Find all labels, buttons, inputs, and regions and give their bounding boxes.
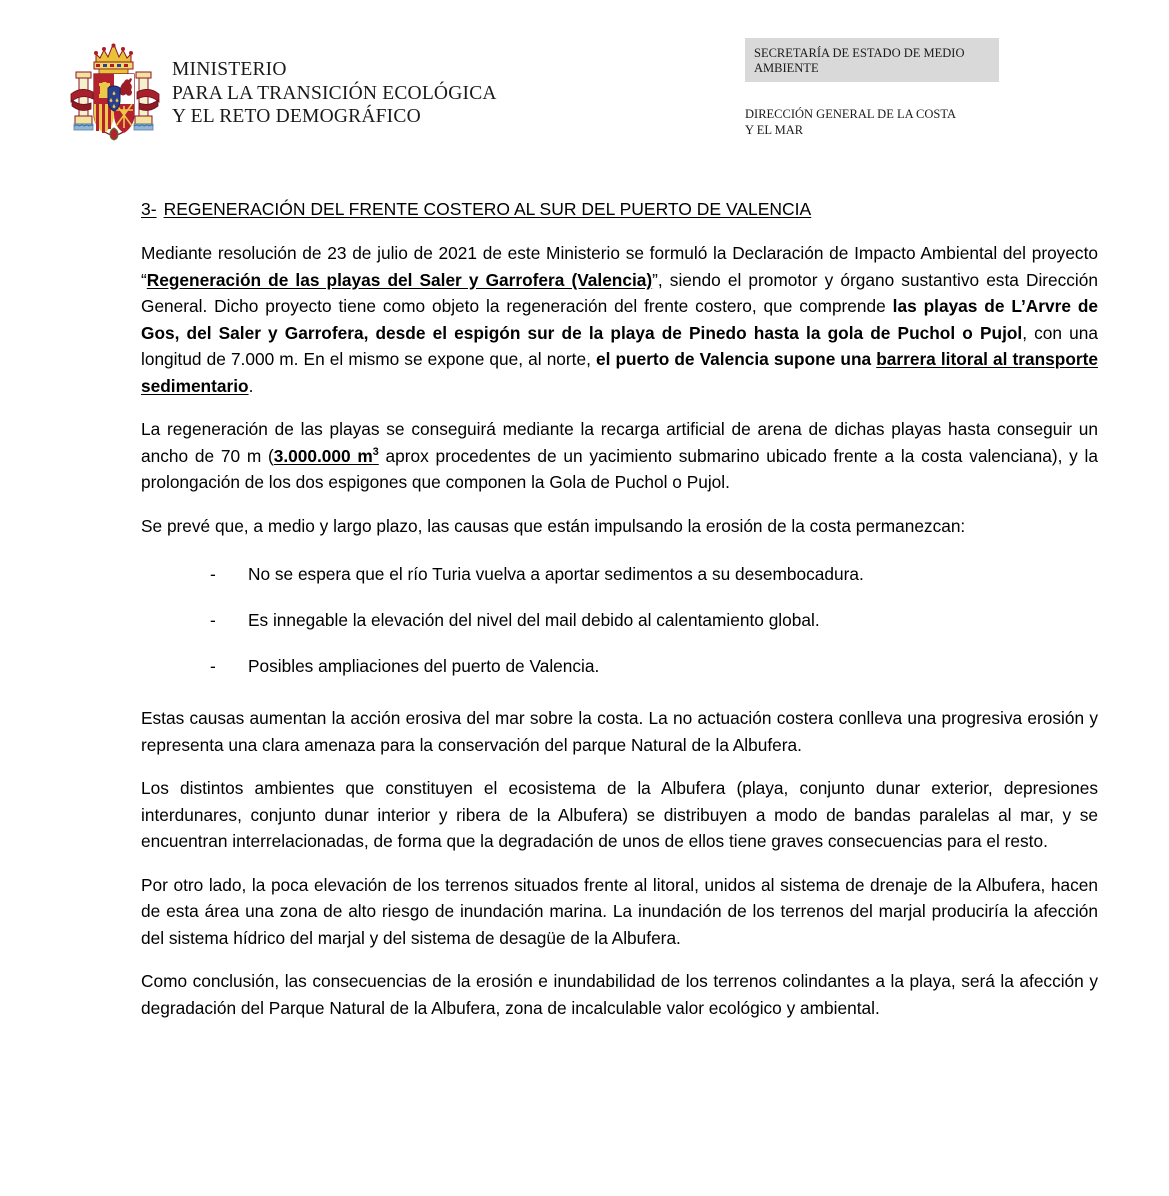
section-heading — [141, 198, 1098, 220]
ministry-line-1: MINISTERIO — [172, 59, 287, 80]
paragraph-4: Estas causas aumentan la acción erosiva del mar sobre la costa. La no actuación costera conlleva una progresiva erosión y representa una clara amenaza para la conservación del parque Natural de la Albufera. — [141, 708, 1098, 755]
section-title: REGENERACIÓN DEL FRENTE COSTERO AL SUR DEL PUERTO DE VALENCIA — [163, 199, 812, 219]
p1-text-3: , con una longitud de 7.000 m. En el mismo se expone que, al norte, — [141, 322, 1099, 369]
list-item-text: Posibles ampliaciones del puerto de Valencia. — [248, 656, 600, 676]
causes-list — [141, 561, 1098, 679]
p2-text-2: aprox procedentes de un yacimiento submarino ubicado frente a la costa valenciana), y la prolongación de los dos espigones que componen la Gola de Puchol o Pujol. — [141, 445, 1099, 492]
list-item — [141, 561, 1098, 587]
document-header — [0, 0, 1169, 165]
secretariat-box — [745, 38, 999, 82]
document-body — [141, 198, 1098, 1021]
paragraph-1 — [141, 240, 1098, 399]
p1-bold-underline-barrier: barrera litoral al transporte sedimentario — [141, 349, 1098, 396]
paragraph-6: Por otro lado, la poca elevación de los terrenos situados frente al litoral, unidos al sistema de drenaje de la Albufera, hacen de esta área una zona de alto riesgo de inundación marina. La inundación de los terrenos del marjal produciría la afección del sistema hídrico del marjal y del sistema de desagüe de la Albufera. — [141, 874, 1098, 948]
list-marker: - — [210, 564, 216, 584]
p1-bold-beaches: las playas de L’Arvre de Gos, del Saler y Garrofera, desde el espigón sur de la playa de Pinedo hasta la gola de Puchol o Pujol — [141, 296, 1099, 343]
p2-text-1: La regeneración de las playas se conseguirá mediante la recarga artificial de arena de dichas playas hasta conseguir un ancho de 70 m ( — [141, 419, 1098, 466]
list-item-text: No se espera que el río Turia vuelva a aportar sedimentos a su desembocadura. — [248, 564, 864, 584]
list-marker: - — [210, 656, 216, 676]
p2-volume-exponent: 3 — [372, 445, 379, 458]
directorate-block — [745, 107, 1025, 138]
p1-text-2: ”, siendo el promotor y órgano sustantivo esta Dirección General. Dicho proyecto tiene como objeto la regeneración del frente costero, que comprende — [141, 269, 1098, 316]
list-item — [141, 653, 1098, 679]
p2-volume-value: 3.000.000 m — [273, 445, 373, 466]
p1-bold-project-name: Regeneración de las playas del Saler y Garrofera (Valencia) — [146, 269, 653, 290]
paragraph-5: Los distintos ambientes que constituyen el ecosistema de la Albufera (playa, conjunto dunar exterior, depresiones interdunares, conjunto dunar interior y ribera de la Albufera) se distribuyen a modo de bandas paralelas al mar, y se encuentran interrelacionadas, de forma que la degradación de unos de ellos tiene graves consecuencias para el resto. — [141, 778, 1098, 851]
ministry-name — [172, 58, 497, 129]
p1-text-1: Mediante resolución de 23 de julio de 2021 de este Ministerio se formuló la Declaración de Impacto Ambiental del proyecto “ — [141, 243, 1098, 290]
section-number: 3- — [141, 199, 157, 219]
list-marker: - — [210, 610, 216, 630]
ministry-line-3: Y EL RETO DEMOGRÁFICO — [172, 106, 421, 127]
secretariat-line-1: SECRETARÍA DE ESTADO DE MEDIO — [754, 46, 965, 60]
paragraph-7: Como conclusión, las consecuencias de la erosión e inundabilidad de los terrenos colindantes a la playa, será la afección y degradación del Parque Natural de la Albufera, zona de incalculable valor ecológico y ambiental. — [141, 971, 1098, 1018]
ministry-line-2: PARA LA TRANSICIÓN ECOLÓGICA — [172, 82, 497, 104]
p1-bold-port: el puerto de Valencia supone una — [595, 349, 877, 369]
secretariat-line-2: AMBIENTE — [754, 61, 819, 75]
spain-coat-of-arms-icon — [66, 36, 164, 144]
p1-text-4: . — [248, 375, 254, 396]
directorate-line-1: DIRECCIÓN GENERAL DE LA COSTA — [745, 107, 957, 121]
list-item — [141, 607, 1098, 633]
p2-bold-volume — [274, 446, 379, 466]
list-item-text: Es innegable la elevación del nivel del mail debido al calentamiento global. — [248, 610, 820, 630]
paragraph-2 — [141, 416, 1098, 496]
directorate-line-2: Y EL MAR — [745, 122, 804, 137]
paragraph-3: Se prevé que, a medio y largo plazo, las causas que están impulsando la erosión de la costa permanezcan: — [141, 515, 966, 536]
